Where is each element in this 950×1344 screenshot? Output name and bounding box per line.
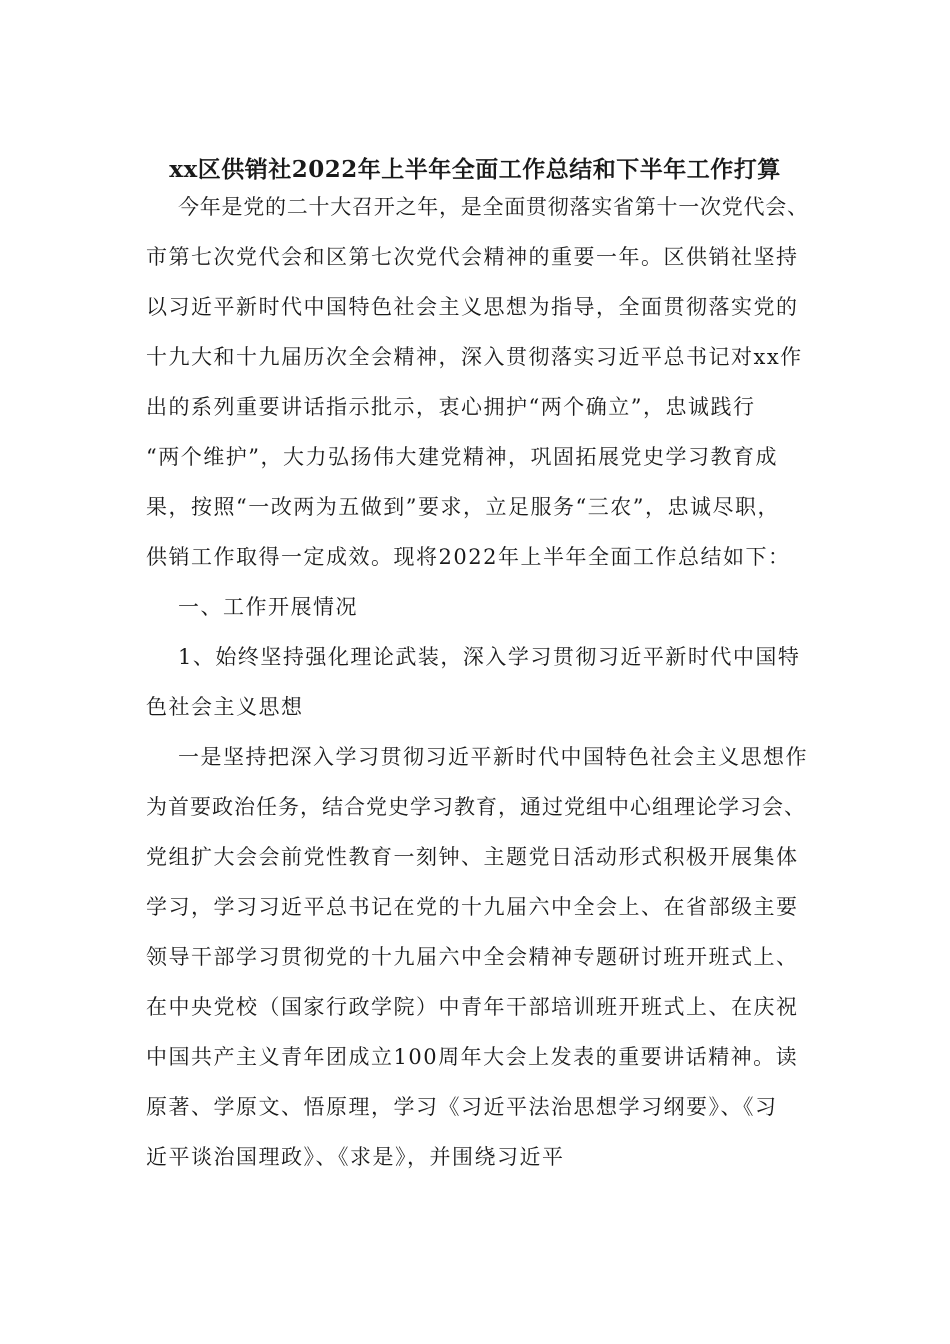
paragraph-line: 学习，学习习近平总书记在党的十九届六中全会上、在省部级主要 xyxy=(146,895,799,919)
paragraph-line: 原著、学原文、悟原理，学习《习近平法治思想学习纲要》、《习 xyxy=(146,1095,778,1119)
paragraph-line: 一是坚持把深入学习贯彻习近平新时代中国特色社会主义思想作 xyxy=(178,745,808,769)
paragraph-line: 市第七次党代会和区第七次党代会精神的重要一年。区供销社坚持 xyxy=(146,245,799,269)
paragraph-line: 出的系列重要讲话指示批示，衷心拥护“两个确立”，忠诚践行 xyxy=(146,395,756,419)
paragraph-line: 果，按照“一改两为五做到”要求，立足服务“三农”，忠诚尽职， xyxy=(146,495,780,519)
subsection-heading: 1、始终坚持强化理论武装，深入学习贯彻习近平新时代中国特 xyxy=(178,645,801,669)
paragraph-line: 为首要政治任务，结合党史学习教育，通过党组中心组理论学习会、 xyxy=(146,795,806,819)
paragraph-line: 领导干部学习贯彻党的十九届六中全会精神专题研讨班开班式上、 xyxy=(146,945,799,969)
document-title: xx区供销社2022年上半年全面工作总结和下半年工作打算 xyxy=(169,156,781,183)
paragraph-line: 今年是党的二十大召开之年，是全面贯彻落实省第十一次党代会、 xyxy=(178,195,809,219)
paragraph-line: 十九大和十九届历次全会精神，深入贯彻落实习近平总书记对xx作 xyxy=(146,345,803,369)
paragraph-line: 近平谈治国理政》、《求是》，并围绕习近平 xyxy=(146,1145,565,1169)
subsection-heading: 色社会主义思想 xyxy=(146,695,304,719)
paragraph-line: 供销工作取得一定成效。现将2022年上半年全面工作总结如下： xyxy=(146,545,791,569)
paragraph-line: “两个维护”，大力弘扬伟大建党精神，巩固拓展党史学习教育成 xyxy=(146,445,778,469)
paragraph-line: 中国共产主义青年团成立100周年大会上发表的重要讲话精神。读 xyxy=(146,1045,799,1069)
paragraph-line: 党组扩大会会前党性教育一刻钟、主题党日活动形式积极开展集体 xyxy=(146,845,799,869)
paragraph-line: 以习近平新时代中国特色社会主义思想为指导，全面贯彻落实党的 xyxy=(146,295,799,319)
section-heading: 一、工作开展情况 xyxy=(178,595,358,619)
paragraph-line: 在中央党校（国家行政学院）中青年干部培训班开班式上、在庆祝 xyxy=(146,995,799,1019)
